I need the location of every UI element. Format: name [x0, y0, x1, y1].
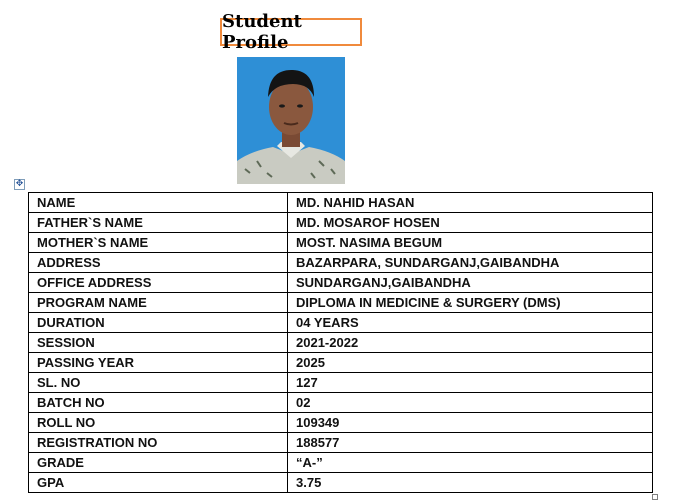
table-row — [29, 373, 653, 393]
table-row — [29, 333, 653, 353]
row-label: NAME — [29, 193, 288, 213]
table-row — [29, 313, 653, 333]
row-label: ADDRESS — [29, 253, 288, 273]
table-row — [29, 253, 653, 273]
table-row — [29, 433, 653, 453]
row-value: DIPLOMA IN MEDICINE & SURGERY (DMS) — [288, 293, 653, 313]
row-value: BAZARPARA, SUNDARGANJ,GAIBANDHA — [288, 253, 653, 273]
table-row — [29, 393, 653, 413]
row-label: BATCH NO — [29, 393, 288, 413]
profile-table — [28, 192, 653, 493]
row-label: SESSION — [29, 333, 288, 353]
row-label: SL. NO — [29, 373, 288, 393]
row-value: 188577 — [288, 433, 653, 453]
row-label: ROLL NO — [29, 413, 288, 433]
row-label: REGISTRATION NO — [29, 433, 288, 453]
row-value: SUNDARGANJ,GAIBANDHA — [288, 273, 653, 293]
row-value: 02 — [288, 393, 653, 413]
row-value: 04 YEARS — [288, 313, 653, 333]
table-row — [29, 273, 653, 293]
row-value: MOST. NASIMA BEGUM — [288, 233, 653, 253]
table-resize-handle[interactable] — [652, 494, 658, 500]
table-row — [29, 473, 653, 493]
row-value: 3.75 — [288, 473, 653, 493]
table-row — [29, 453, 653, 473]
row-label: OFFICE ADDRESS — [29, 273, 288, 293]
table-row — [29, 233, 653, 253]
row-label: PROGRAM NAME — [29, 293, 288, 313]
row-value: MD. MOSAROF HOSEN — [288, 213, 653, 233]
row-value: 109349 — [288, 413, 653, 433]
row-label: DURATION — [29, 313, 288, 333]
table-row — [29, 193, 653, 213]
row-value: 2021-2022 — [288, 333, 653, 353]
row-value: MD. NAHID HASAN — [288, 193, 653, 213]
row-label: GRADE — [29, 453, 288, 473]
table-row — [29, 293, 653, 313]
row-value: “A-” — [288, 453, 653, 473]
row-label: FATHER`S NAME — [29, 213, 288, 233]
table-row — [29, 353, 653, 373]
row-label: MOTHER`S NAME — [29, 233, 288, 253]
student-photo[interactable] — [237, 57, 345, 184]
table-row — [29, 213, 653, 233]
row-label: PASSING YEAR — [29, 353, 288, 373]
table-row — [29, 413, 653, 433]
row-label: GPA — [29, 473, 288, 493]
row-value: 127 — [288, 373, 653, 393]
row-value: 2025 — [288, 353, 653, 373]
table-move-handle-icon[interactable]: ✥ — [15, 179, 24, 189]
profile-title: Student Profile — [220, 18, 362, 46]
